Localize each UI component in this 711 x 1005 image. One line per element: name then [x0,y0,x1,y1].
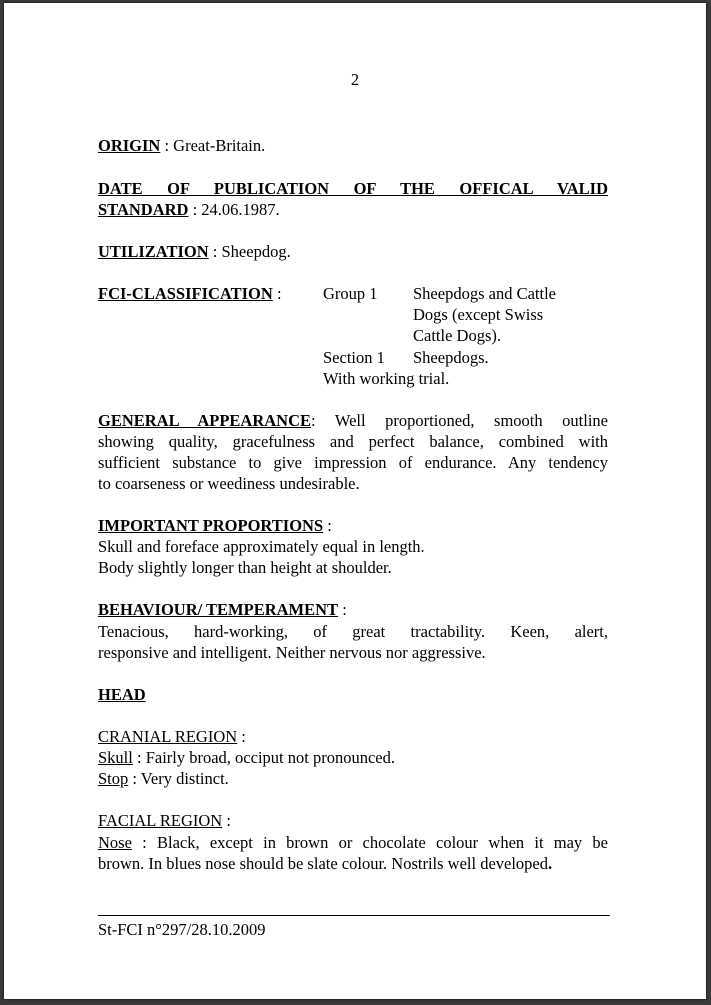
fci-group-desc-2: Dogs (except Swiss [413,305,544,324]
utilization-line [98,241,291,262]
fci-trial: With working trial. [323,369,450,388]
facial-label: FACIAL REGION [98,811,223,830]
stop-label: Stop [98,769,129,788]
publication-label-line1: DATE OF PUBLICATION OF THE OFFICAL VALID [98,179,608,198]
footer-rule [98,915,610,916]
cranial-colon: : [237,727,246,746]
utilization-label: UTILIZATION [98,242,209,261]
nose-text-1: : Black, except in brown or chocolate colour when it may be [131,833,608,852]
fci-group-desc-1: Sheepdogs and Cattle [413,284,556,303]
document-page [4,3,706,999]
head-heading: HEAD [98,685,146,704]
general-appearance-label: GENERAL APPEARANCE [98,411,311,430]
fci-section-desc: Sheepdogs. [413,348,489,367]
skull-label: Skull [98,748,133,767]
nose-line-2 [98,853,552,874]
footer-text: St-FCI n°297/28.10.2009 [98,920,266,939]
page-number: 2 [350,70,360,89]
behaviour-colon: : [338,600,347,619]
stop-text: : Very distinct. [128,769,229,788]
utilization-value: : Sheepdog. [208,242,291,261]
fci-section-label: Section 1 [323,348,385,367]
facial-colon: : [222,811,231,830]
general-appearance-text-1: : Well proportioned, smooth outline [311,411,608,430]
fci-group-desc-3: Cattle Dogs). [413,326,501,345]
nose-label: Nose [98,833,132,852]
general-appearance-line-2: showing quality, gracefulness and perfect balance, combined with [98,432,608,451]
skull-text: : Fairly broad, occiput not pronounced. [132,748,395,767]
behaviour-text-2: responsive and intelligent. Neither nervous nor aggressive. [98,643,486,662]
general-appearance-line-1 [98,410,608,431]
nose-end-period: . [548,854,553,873]
origin-line [98,135,265,156]
behaviour-heading [98,599,347,620]
general-appearance-line-3: sufficient substance to give impression of endurance. Any tendency [98,453,608,472]
facial-heading [98,810,231,831]
proportions-line-1: Skull and foreface approximately equal in length. [98,537,425,556]
fci-label-line [98,283,282,304]
proportions-colon: : [323,516,332,535]
origin-value: : Great-Britain. [160,136,266,155]
origin-label: ORIGIN [98,136,161,155]
behaviour-label: BEHAVIOUR/ TEMPERAMENT [98,600,339,619]
skull-line [98,747,395,768]
fci-group-label: Group 1 [323,284,378,303]
cranial-label: CRANIAL REGION [98,727,238,746]
proportions-label: IMPORTANT PROPORTIONS [98,516,324,535]
nose-text-2: brown. In blues nose should be slate colour. Nostrils well developed [98,854,549,873]
publication-label-line2: STANDARD [98,200,189,219]
proportions-line-2: Body slightly longer than height at shoulder. [98,558,392,577]
nose-line-1 [98,832,608,853]
publication-line2 [98,199,280,220]
general-appearance-line-4: to coarseness or weediness undesirable. [98,474,360,493]
stop-line [98,768,229,789]
fci-colon: : [272,284,282,303]
behaviour-text-1: Tenacious, hard-working, of great tractability. Keen, alert, [98,622,608,641]
publication-value: : 24.06.1987. [188,200,280,219]
proportions-heading [98,515,332,536]
fci-label: FCI-CLASSIFICATION [98,284,273,303]
cranial-heading [98,726,246,747]
